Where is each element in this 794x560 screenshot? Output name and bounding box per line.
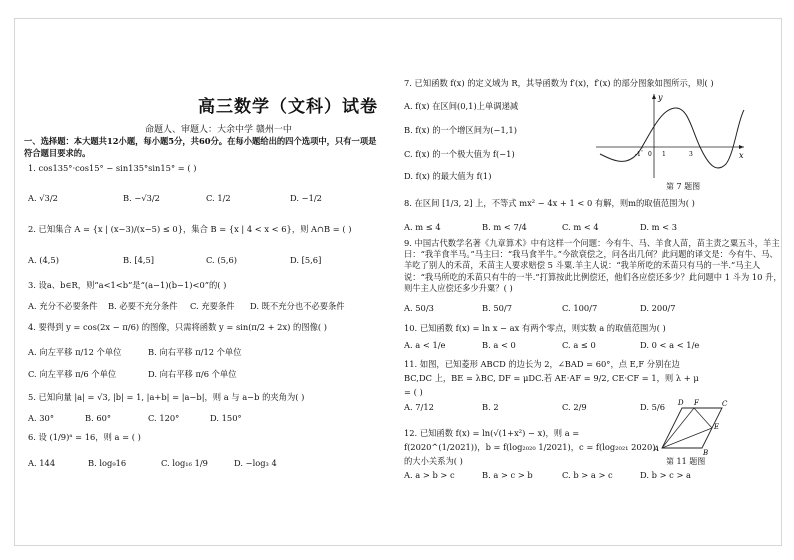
q1-option-d: D. −1/2 <box>290 193 322 203</box>
q5-option-d: D. 150° <box>210 413 242 423</box>
fig7-label-m1: -1 <box>635 151 641 158</box>
fig7-y-arrow-icon <box>652 94 656 99</box>
q1-option-b: B. −√3/2 <box>123 193 160 203</box>
q8-option-c: C. m < 4 <box>562 222 599 232</box>
q10-option-d: D. 0 < a < 1/e <box>640 340 700 350</box>
q5-option-c: C. 120° <box>148 413 180 423</box>
question-3: 3. 设a、b∈R，则“a<1<b”是“(a−1)(b−1)<0”的( ) <box>28 280 227 290</box>
q9-option-d: D. 200/7 <box>640 303 676 313</box>
fig11-line-af <box>662 408 694 448</box>
q4-option-d: D. 向右平移 π/6 个单位 <box>148 369 237 379</box>
q12-option-a: A. a > b > c <box>404 470 455 480</box>
q2-option-a: A. (4,5) <box>28 255 59 265</box>
question-2: 2. 已知集合 A = {x | (x−3)/(x−5) ≤ 0}，集合 B = {x | 4 < x < 6}，则 A∩B = ( ) <box>28 224 352 234</box>
fig11-label-d: D <box>678 399 684 407</box>
q6-option-c: C. log₁₆ 1/9 <box>161 458 208 468</box>
q5-option-a: A. 30° <box>28 413 54 423</box>
q1-option-a: A. √3/2 <box>28 193 58 203</box>
q11-option-a: A. 7/12 <box>404 402 434 412</box>
question-8: 8. 在区间 [1/3, 2] 上，不等式 mx² − 4x + 1 < 0 有解，则m的取值范围为( ) <box>404 198 695 208</box>
question-6: 6. 设 (1/9)ᵃ = 16，则 a = ( ) <box>28 432 141 442</box>
q10-option-b: B. a < 0 <box>482 340 516 350</box>
q3-option-a: A. 充分不必要条件 <box>28 301 98 311</box>
fig7-x-arrow-icon <box>739 145 744 149</box>
question-1: 1. cos135°·cos15° − sin135°sin15° = ( ) <box>28 163 197 173</box>
question-12: 12. 已知函数 f(x) = ln(√(1+x²) − x)，则 a = f(2020^(1/2021))，b = f(log₂₀₂₀ 1/2021)，c = f(log₂₀₂₁ 2020) 的大小关系为( ) <box>404 428 656 466</box>
q5-option-b: B. 60° <box>85 413 112 423</box>
q1-option-c: C. 1/2 <box>206 193 231 203</box>
q9-option-b: B. 50/7 <box>482 303 513 313</box>
question-7: 7. 已知函数 f(x) 的定义域为 R，其导函数为 f′(x)，f′(x) 的部分图象如图所示，则( ) <box>404 78 714 88</box>
q4-option-b: B. 向右平移 π/12 个单位 <box>148 347 242 357</box>
q11-option-b: B. 2 <box>482 402 499 412</box>
figure-11-caption: 第 11 题图 <box>666 457 706 466</box>
figure-11-rhombus <box>654 396 729 456</box>
fig11-rhombus-outline <box>662 408 722 448</box>
q3-option-c: C. 充要条件 <box>190 301 235 311</box>
authors-line: 命题人、审题人：大余中学 赣州一中 <box>145 125 292 135</box>
question-9: 9. 中国古代数学名著《九章算术》中有这样一个问题：今有牛、马、羊食人苗，苗主责之粟五斗，羊主曰：“我羊食半马。”马主曰：“我马食半牛。”今欲衰偿之，问各出几何？此问题的译文是：今有牛、马、羊吃了别人的禾苗，禾苗主人要求赔偿 5 斗粟.羊主人说：“我羊所吃的禾苗只有马的一半.”马主人说：“我马所吃的禾苗只有牛的一半.”打算按此比例偿还，他们各应偿还多少？此问题中 1 斗为 10 升，则牛主人应偿还多少升粟？( ) <box>404 238 782 293</box>
q7-option-d: D. f(x) 的最大值为 f(1) <box>404 171 492 181</box>
q8-option-b: B. m < 7/4 <box>482 222 527 232</box>
q11-option-c: C. 2/9 <box>562 402 587 412</box>
q12-option-c: C. b > a > c <box>562 470 613 480</box>
q10-option-c: C. a ≤ 0 <box>562 340 596 350</box>
q6-option-a: A. 144 <box>28 458 56 468</box>
fig7-label-y: y <box>658 93 663 102</box>
q4-option-a: A. 向左平移 π/12 个单位 <box>28 347 122 357</box>
q6-option-d: D. −log₃ 4 <box>234 458 277 468</box>
section-one-instructions: 一、选择题：本大题共12小题，每小题5分，共60分。在每小题给出的四个选项中，只有一项是符合题目要求的。 <box>24 136 377 158</box>
fig11-label-f: F <box>694 399 699 407</box>
fig7-label-one: 1 <box>662 151 666 158</box>
fig7-label-three: 3 <box>689 151 693 158</box>
q7-option-b: B. f(x) 的一个增区间为(−1,1) <box>404 125 517 135</box>
question-10: 10. 已知函数 f(x) = ln x − ax 有两个零点，则实数 a 的取值范围为( ) <box>404 323 666 333</box>
fig7-label-zero: 0 <box>648 151 652 158</box>
q7-option-a: A. f(x) 在区间(0,1)上单调递减 <box>404 101 519 111</box>
q12-option-b: B. a > c > b <box>482 470 533 480</box>
question-5: 5. 已知向量 |a| = √3, |b| = 1, |a+b| = |a−b|，则 a 与 a−b 的夹角为( ) <box>28 392 305 402</box>
question-11: 11. 如图，已知菱形 ABCD 的边长为 2，∠BAD = 60°，点 E,F 分别在边 BC,DC 上，BE = λBC, DF = μDC.若 AE·AF = 9/2, CE·CF = 1，则 λ + μ = ( ) <box>404 359 699 397</box>
q7-option-c: C. f(x) 的一个极大值为 f(−1) <box>404 149 515 159</box>
q8-option-d: D. m < 3 <box>640 222 678 232</box>
fig7-curve <box>600 108 744 168</box>
q2-option-c: C. (5,6) <box>206 255 237 265</box>
q3-option-b: B. 必要不充分条件 <box>108 301 178 311</box>
page-title: 高三数学（文科）试卷 <box>198 97 378 117</box>
figure-7-caption: 第 7 题图 <box>666 182 701 191</box>
fig11-label-c: C <box>722 400 728 408</box>
q2-option-b: B. [4,5] <box>123 255 155 265</box>
fig11-label-a: A <box>654 445 660 453</box>
q9-option-a: A. 50/3 <box>404 303 434 313</box>
q3-option-d: D. 既不充分也不必要条件 <box>250 301 345 311</box>
q8-option-a: A. m ≤ 4 <box>404 222 441 232</box>
q4-option-c: C. 向左平移 π/6 个单位 <box>28 369 117 379</box>
q12-option-d: D. b > c > a <box>640 470 691 480</box>
q9-option-c: C. 100/7 <box>562 303 598 313</box>
q10-option-a: A. a < 1/e <box>404 340 446 350</box>
fig11-label-b: B <box>703 449 709 456</box>
fig11-line-ae <box>662 428 712 448</box>
q11-option-d: D. 5/6 <box>640 402 665 412</box>
fig7-label-x: x <box>739 151 744 160</box>
fig11-label-e: E <box>714 423 720 431</box>
question-4: 4. 要得到 y = cos(2x − π/6) 的图像，只需将函数 y = sin(π/2 + 2x) 的图像( ) <box>28 322 328 332</box>
fig11-line-fe <box>694 408 712 428</box>
q6-option-b: B. log₉16 <box>88 458 127 468</box>
figure-7-derivative-graph <box>596 90 746 180</box>
q2-option-d: D. [5,6] <box>290 255 322 265</box>
